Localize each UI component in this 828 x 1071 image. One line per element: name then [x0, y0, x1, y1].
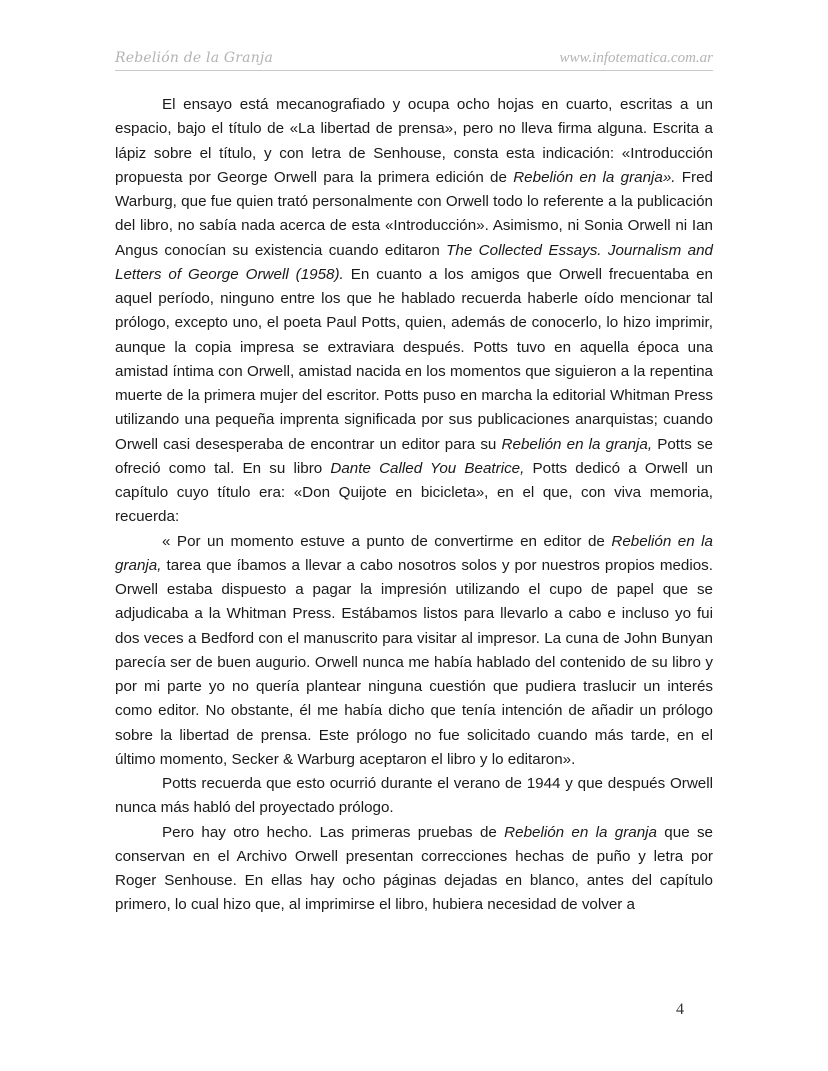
text-segment: Potts dedicó a Orwell un capítulo cuyo título era: «Don Quijote en bicicleta», en el que, con viva memoria, recuerda:	[115, 459, 713, 526]
text-segment: El ensayo está mecanografiado y ocupa ocho hojas en cuarto, escritas a un espacio, bajo el título de «La libertad de prensa», pero no lleva firma alguna. Escrita a lápiz sobre el título, y con letra de Senhouse, consta esta indicación: «Introducción propuesta por George Orwell para la primera edición de	[115, 96, 713, 186]
text-segment: Potts recuerda que esto ocurrió durante el verano de 1944 y que después Orwell nunca más habló del proyectado prólogo.	[115, 775, 713, 817]
italic-text: Rebelión en la granja	[504, 823, 657, 841]
paragraph	[115, 93, 713, 530]
book-title: Rebelión de la Granja	[115, 50, 274, 66]
text-segment: tarea que íbamos a llevar a cabo nosotros solos y por nuestros propios medios. Orwell estaba dispuesto a pagar la impresión utilizando el cupo de papel que se adjudicaba a la Whitman Press. Estábamos listos para llevarlo a cabo e incluso yo fui dos veces a Bedford con el manuscrito para visitar al impresor. La cuna de John Bunyan parecía ser de buen augurio. Orwell nunca me había hablado del contenido de su libro y por mi parte yo no quería plantear ninguna cuestión que pudiera traslucir un interés como editor. No obstante, él me había dicho que tenía intención de añadir un prólogo sobre la libertad de prensa. Este prólogo no fue solicitado cuando más tarde, en el último momento, Secker & Warburg aceptaron el libro y lo editaron».	[115, 556, 713, 768]
italic-text: Rebelión en la granja,	[501, 435, 653, 453]
paragraph	[115, 772, 713, 821]
text-segment: Pero hay otro hecho. Las primeras pruebas de	[162, 823, 505, 841]
paragraph	[115, 821, 713, 918]
text-segment: Potts se ofreció como tal. En su libro	[115, 435, 713, 477]
page-header	[115, 48, 713, 71]
italic-text: Dante Called You Beatrice,	[330, 459, 525, 477]
text-segment: « Por un momento estuve a punto de convertirme en editor de	[162, 532, 612, 550]
italic-text: The Collected Essays. Journalism and Letters of George Orwell (1958).	[115, 241, 713, 283]
text-segment: que se conservan en el Archivo Orwell presentan correcciones hechas de puño y letra por Roger Senhouse. En ellas hay ocho páginas dejadas en blanco, antes del capítulo primero, lo cual hizo que, al imprimirse el libro, hubiera necesidad de volver a	[115, 823, 714, 914]
italic-text: Rebelión en la granja,	[115, 532, 713, 574]
text-segment: Fred Warburg, que fue quien trató personalmente con Orwell todo lo referente a la publicación del libro, no sabía nada acerca de esta «Introducción». Asimismo, ni Sonia Orwell ni Ian Angus conocían su existencia cuando editaron	[115, 168, 713, 259]
page-number: 4	[676, 1001, 684, 1018]
website-link[interactable]: www.infotematica.com.ar	[559, 50, 713, 66]
quote-paragraph	[115, 530, 713, 773]
italic-text: Rebelión en la granja».	[513, 168, 676, 186]
body-text	[115, 93, 713, 918]
text-segment: En cuanto a los amigos que Orwell frecuentaba en aquel período, ninguno entre los que he hablado recuerda haberle oído mencionar tal prólogo, excepto uno, el poeta Paul Potts, quien, además de conocerlo, lo hizo imprimir, aunque la copia impresa se extraviara después. Potts tuvo en aquella época una amistad íntima con Orwell, amistad nacida en los momentos que siguieron a la repentina muerte de la primera mujer del escritor. Potts puso en marcha la editorial Whitman Press utilizando una pequeña imprenta significada por sus publicaciones anarquistas; cuando Orwell casi desesperaba de encontrar un editor para su	[115, 265, 713, 453]
